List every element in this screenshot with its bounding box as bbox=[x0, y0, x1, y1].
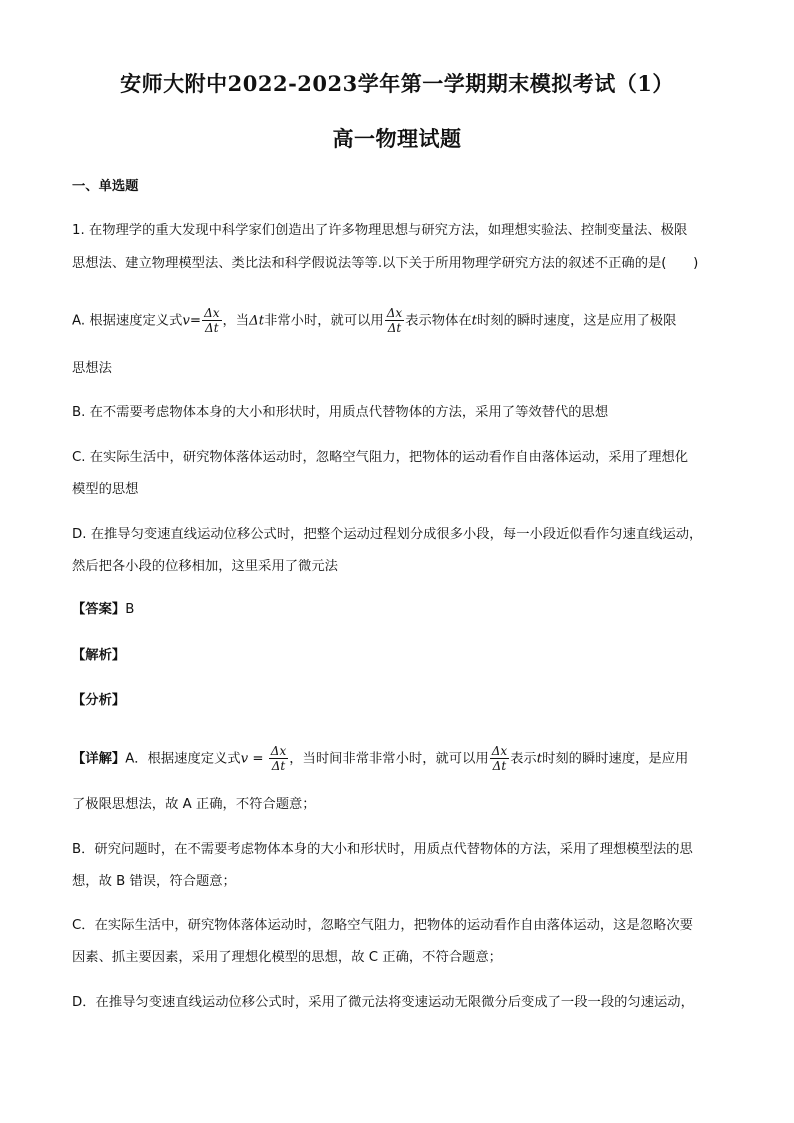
detail-a-var-t: t bbox=[536, 751, 543, 767]
detail-a-text-4: 时刻的瞬时速度，是应用 bbox=[542, 751, 689, 767]
option-a-var-t: t bbox=[471, 313, 477, 329]
option-a-line-2: 思想法 bbox=[72, 361, 112, 376]
fraction-denominator: Δt bbox=[387, 321, 402, 335]
option-a-text-5: 时刻的瞬时速度，这是应用了极限 bbox=[477, 313, 677, 329]
option-a-dt: Δt bbox=[249, 313, 265, 329]
option-d-line-2: 然后把各小段的位移相加，这里采用了微元法 bbox=[72, 559, 338, 574]
detail-d-line-1: D．在推导匀变速直线运动位移公式时，采用了微元法将变速运动无限微分后变成了一段一段的匀速运动， bbox=[72, 995, 694, 1010]
detail-b-line-1: B．研究问题时，在不需要考虑物体本身的大小和形状时，用质点代替物体的方法，采用了理想模型法的思 bbox=[72, 842, 693, 857]
fraction-numerator: Δx bbox=[491, 744, 508, 758]
fenxi-label: 【分析】 bbox=[72, 693, 126, 708]
detail-a-text-1: A．根据速度定义式 bbox=[125, 751, 241, 767]
detail-b-line-2: 想，故 B 错误，符合题意； bbox=[72, 874, 236, 889]
option-a-var-v: v bbox=[182, 313, 190, 329]
detail-a-fraction-1 bbox=[269, 744, 288, 773]
fraction-denominator: Δt bbox=[271, 759, 286, 773]
answer-label: 【答案】 bbox=[72, 602, 126, 617]
option-a-text-4: 表示物体在 bbox=[405, 313, 472, 329]
option-a-text-3: 非常小时，就可以用 bbox=[264, 313, 384, 329]
section-heading: 一、单选题 bbox=[72, 179, 139, 194]
option-a-line-1 bbox=[72, 306, 732, 335]
fraction-numerator: Δx bbox=[204, 306, 220, 320]
option-c-line-1: C. 在实际生活中，研究物体落体运动时，忽略空气阻力，把物体的运动看作自由落体运动，采用了理想化 bbox=[72, 450, 689, 465]
exam-title: 安师大附中2022-2023学年第一学期期末模拟考试（1） bbox=[120, 71, 674, 96]
option-a-fraction-1 bbox=[202, 306, 221, 335]
option-a-eq: = bbox=[189, 313, 202, 329]
option-d-line-1: D. 在推导匀变速直线运动位移公式时，把整个运动过程划分成很多小段，每一小段近似看作匀速直线运动， bbox=[72, 527, 703, 542]
fraction-denominator: Δt bbox=[492, 759, 507, 773]
fraction-numerator: Δx bbox=[386, 306, 403, 320]
detail-label: 【详解】 bbox=[72, 751, 126, 767]
answer-value: B bbox=[125, 602, 135, 617]
detail-a-text-3: 表示 bbox=[510, 751, 537, 767]
option-a-text-1: A. 根据速度定义式 bbox=[72, 313, 183, 329]
detail-c-line-2: 因素、抓主要因素，采用了理想化模型的思想，故 C 正确，不符合题意； bbox=[72, 950, 502, 965]
fraction-denominator: Δt bbox=[205, 321, 219, 335]
detail-a-line-2: 了极限思想法，故 A 正确，不符合题意； bbox=[72, 797, 316, 812]
option-a-text-2: ，当 bbox=[222, 313, 250, 329]
exam-subtitle: 高一物理试题 bbox=[332, 126, 462, 151]
question-stem-line-1: 1. 在物理学的重大发现中科学家们创造出了许多物理思想与研究方法，如理想实验法、控制变量法、极限 bbox=[72, 223, 688, 238]
answer-line bbox=[72, 601, 732, 619]
detail-a-line-1 bbox=[72, 744, 732, 773]
fraction-numerator: Δx bbox=[270, 744, 287, 758]
question-stem-line-2: 思想法、建立物理模型法、类比法和科学假说法等等.以下关于所用物理学研究方法的叙述不正确的是( ) bbox=[72, 256, 699, 271]
option-c-line-2: 模型的思想 bbox=[72, 482, 139, 497]
detail-a-fraction-2 bbox=[490, 744, 509, 773]
detail-a-text-2: ，当时间非常非常小时，就可以用 bbox=[289, 751, 489, 767]
detail-a-var-v: v bbox=[240, 751, 249, 767]
analysis-label: 【解析】 bbox=[72, 648, 126, 663]
detail-c-line-1: C．在实际生活中，研究物体落体运动时，忽略空气阻力，把物体的运动看作自由落体运动，这是忽略次要 bbox=[72, 918, 693, 933]
option-a-fraction-2 bbox=[385, 306, 404, 335]
option-b: B. 在不需要考虑物体本身的大小和形状时，用质点代替物体的方法，采用了等效替代的思想 bbox=[72, 405, 609, 420]
detail-a-eq: = bbox=[248, 751, 268, 767]
